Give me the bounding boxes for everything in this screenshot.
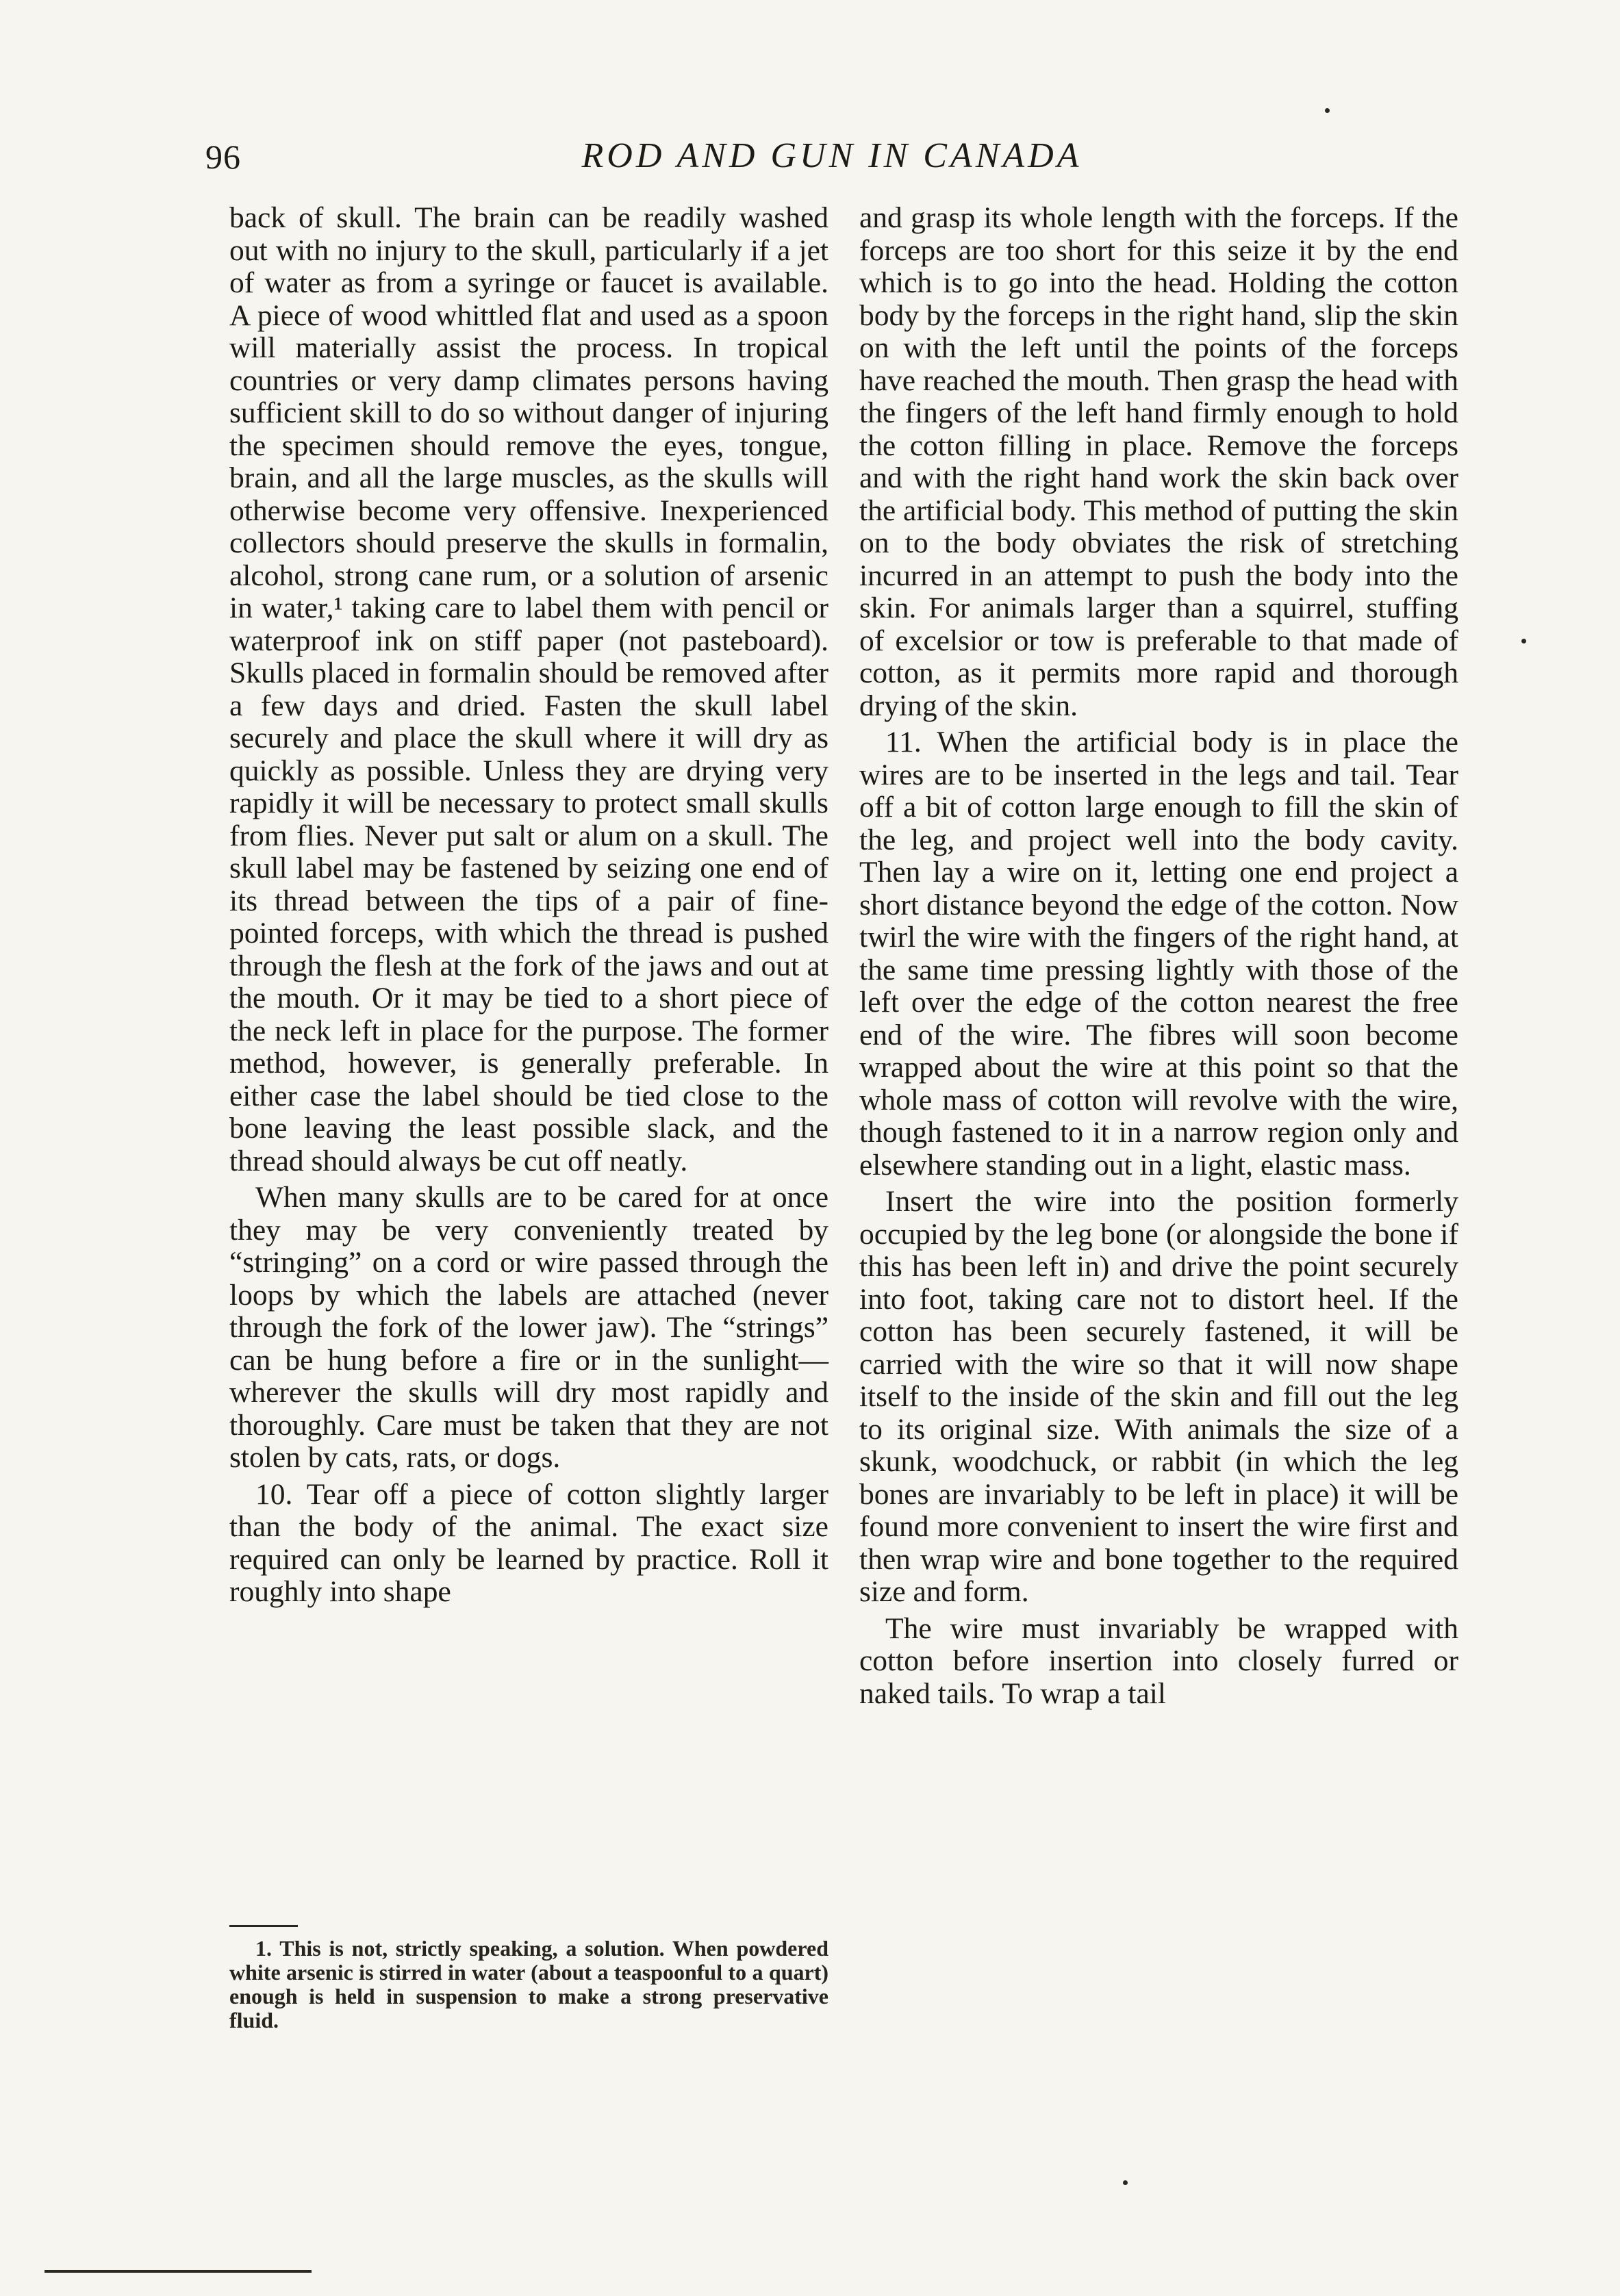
right-paragraph-1: and grasp its whole length with the forceps. If the forceps are too short for this seize it by the end which is to go into the head. Holding the cotton body by the forceps in the right hand, slip the skin on with the left until the points of the forceps have reached the mouth. Then grasp the head with the fingers of the left hand firmly enough to hold the cotton filling in place. Remove the forceps and with the right hand work the skin back over the artificial body. This method of putting the skin on to the body obviates the risk of stretching incurred in an attempt to push the body into the skin. For animals larger than a squirrel, stuffing of excelsior or tow is preferable to that made of cotton, as it permits more rapid and thorough drying of the skin. <box>859 201 1458 722</box>
ink-speck <box>1521 639 1526 643</box>
right-column <box>859 202 1458 1710</box>
running-title: ROD AND GUN IN CANADA <box>581 136 1083 175</box>
scan-edge-rule <box>45 2270 312 2273</box>
footnote-block <box>229 1925 828 2032</box>
left-paragraph-1: back of skull. The brain can be readily washed out with no injury to the skull, particularly if a jet of water as from a syringe or faucet is available. A piece of wood whittled flat and used as a spoon will materially assist the process. In tropical countries or very damp climates persons having sufficient skill to do so without danger of injuring the specimen should remove the eyes, tongue, brain, and all the large muscles, as the skulls will otherwise become very offensive. Inexperienced collectors should preserve the skulls in formalin, alcohol, strong cane rum, or a solution of arsenic in water,¹ taking care to label them with pencil or waterproof ink on stiff paper (not pasteboard). Skulls placed in formalin should be removed after a few days and dried. Fasten the skull label securely and place the skull where it will dry as quickly as possible. Unless they are drying very rapidly it will be necessary to protect small skulls from flies. Never put salt or alum on a skull. The skull label may be fastened by seizing one end of its thread between the tips of a pair of fine-pointed forceps, with which the thread is pushed through the flesh at the fork of the jaws and out at the mouth. Or it may be tied to a short piece of the neck left in place for the purpose. The former method, however, is generally preferable. In either case the label should be tied close to the bone leaving the least possible slack, and the thread should always be cut off neatly. <box>229 201 828 1177</box>
left-paragraph-2: When many skulls are to be cared for at once they may be very conveniently treated by “stringing” on a cord or wire passed through the loops by which the labels are attached (never through the fork of the lower jaw). The “strings” can be hung before a fire or in the sunlight—wherever the skulls will dry most rapidly and thoroughly. Care must be taken that they are not stolen by cats, rats, or dogs. <box>229 1181 828 1474</box>
footnote: 1. This is not, strictly speaking, a solution. When powdered white arsenic is stirred in water (about a teaspoonful to a quart) enough is held in suspension to make a strong preservative fluid. <box>229 1936 828 2032</box>
page-number: 96 <box>205 138 241 176</box>
right-paragraph-4: The wire must invariably be wrapped with cotton before insertion into closely furred or naked tails. To wrap a tail <box>859 1611 1458 1710</box>
right-paragraph-2: 11. When the artificial body is in place the wires are to be inserted in the legs and tail. Tear off a bit of cotton large enough to fill the skin of the leg, and project well into the body cavity. Then lay a wire on it, letting one end project a short distance beyond the edge of the cotton. Now twirl the wire with the fingers of the right hand, at the same time pressing lightly with those of the left over the edge of the cotton nearest the free end of the wire. The fibres will soon become wrapped about the wire at this point so that the whole mass of cotton will revolve with the wire, though fastened to it in a narrow region only and elsewhere standing out in a light, elastic mass. <box>859 726 1458 1182</box>
left-paragraph-3: 10. Tear off a piece of cotton slightly larger than the body of the animal. The exact size required can only be learned by practice. Roll it roughly into shape <box>229 1477 828 1608</box>
left-column <box>229 202 828 1609</box>
page-header <box>205 130 1458 185</box>
footnote-rule <box>229 1925 298 1927</box>
ink-speck <box>1123 2180 1128 2185</box>
ink-speck <box>1325 108 1330 113</box>
right-paragraph-3: Insert the wire into the position formerly occupied by the leg bone (or alongside the bone if this has been left in) and drive the point securely into foot, taking care not to distort heel. If the cotton has been securely fastened, it will be carried with the wire so that it will now shape itself to the inside of the skin and fill out the leg to its original size. With animals the size of a skunk, woodchuck, or rabbit (in which the leg bones are invariably to be left in place) it will be found more convenient to insert the wire first and then wrap wire and bone together to the required size and form. <box>859 1185 1458 1608</box>
